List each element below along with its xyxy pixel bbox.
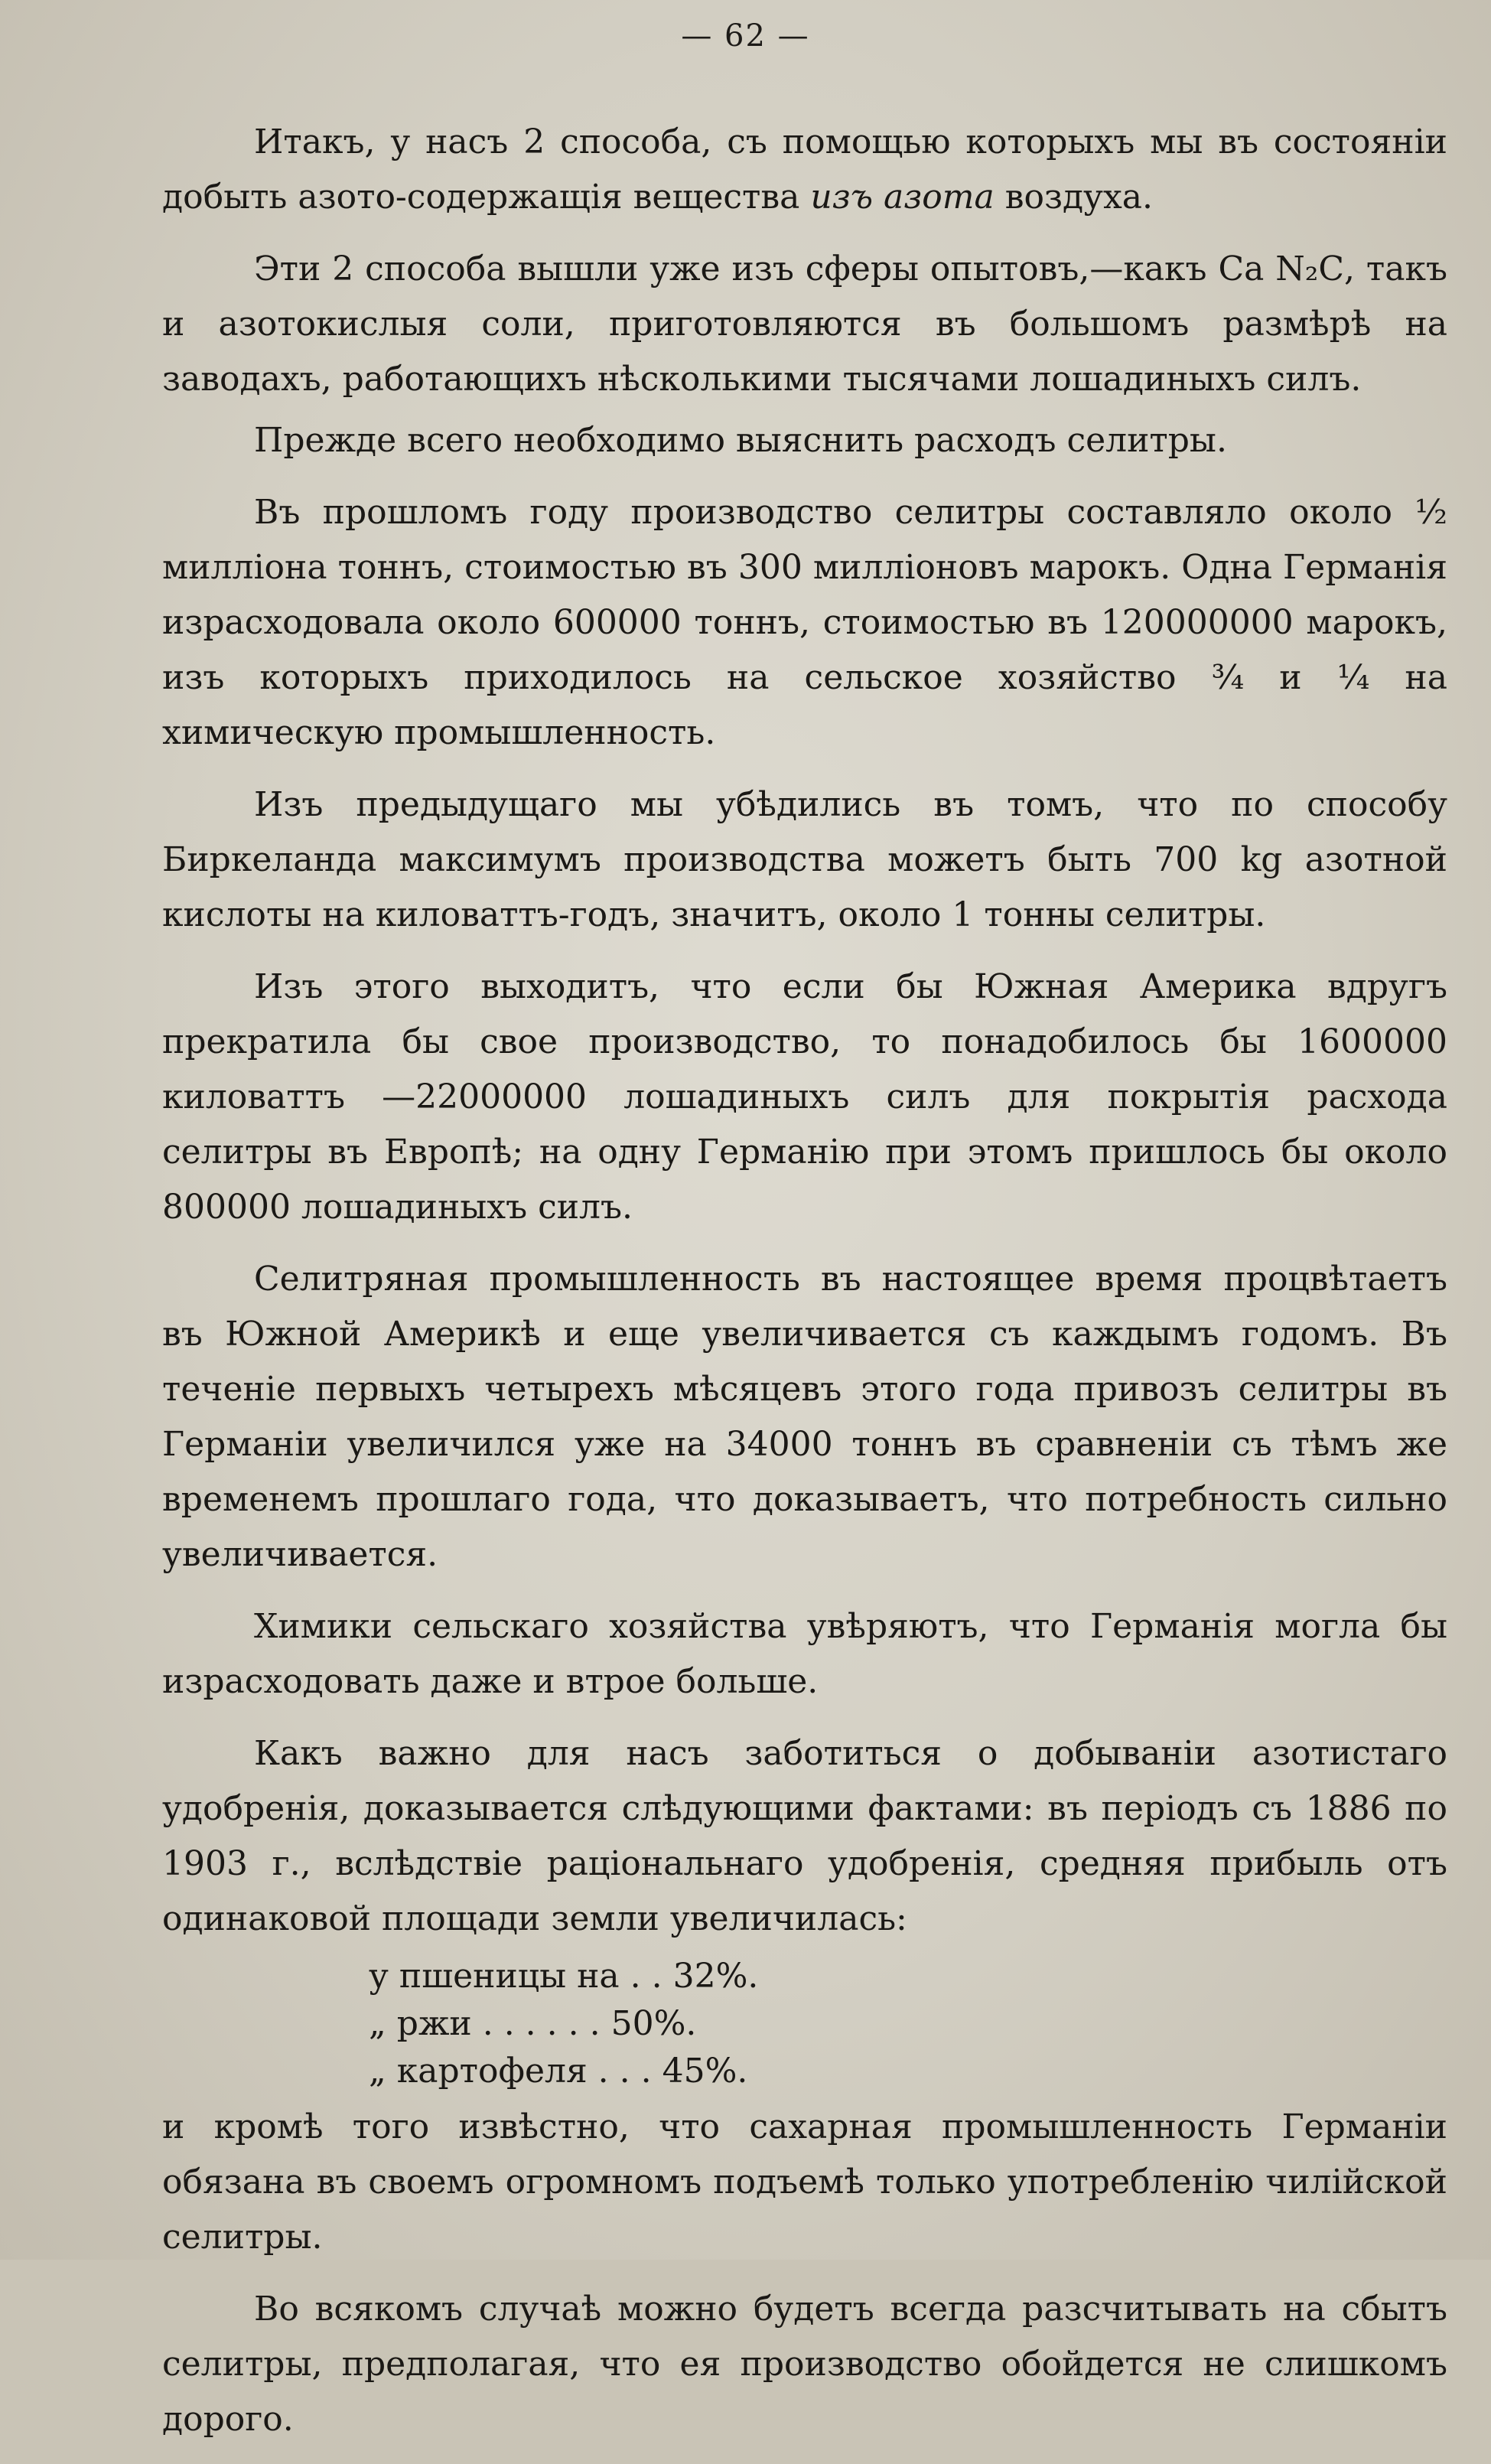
page-number: — 62 — bbox=[681, 18, 810, 54]
crop-value: 32%. bbox=[672, 1957, 759, 1996]
crop-value: 50%. bbox=[610, 2004, 697, 2043]
list-item bbox=[369, 2048, 1447, 2095]
crop-label: „ ржи . . . . . . bbox=[369, 2004, 611, 2043]
emphasized-text: изъ азота bbox=[810, 178, 995, 217]
paragraph-methods-in-production: Эти 2 способа вышли уже изъ сферы опытовъ,—какъ Са N₂С, такъ и азотокислыя соли, приготовляются въ большомъ размѣрѣ на заводахъ, работающихъ нѣсколькими тысячами лошадиныхъ силъ. bbox=[162, 249, 1447, 399]
paragraph-last-year-production: Въ прошломъ году производство селитры составляло около ½ миллiона тоннъ, стоимостью въ 300 миллiоновъ марокъ. Одна Германiя израсходовала около 600000 тоннъ, стоимостью въ 120000000 марокъ, изъ которыхъ приходилось на сельское хозяйство ¾ и ¼ на химическую промышленность. bbox=[162, 493, 1447, 752]
paragraph-text: воздуха. bbox=[994, 178, 1153, 217]
paragraph-saltpeter-industry: Селитряная промышленность въ настоящее время процвѣтаетъ въ Южной Америкѣ и еще увеличивается съ каждымъ годомъ. Въ теченiе первыхъ четырехъ мѣсяцевъ этого года привозъ селитры въ Германiи увеличился уже на 34000 тоннъ въ сравненiи съ тѣмъ же временемъ прошлаго года, что доказываетъ, что потребность сильно увеличивается. bbox=[162, 1260, 1447, 1574]
paragraph-sugar-industry: и кромѣ того извѣстно, что сахарная промышленность Германiи обязана въ своемъ огромномъ подъемѣ только употребленiю чилiйской селитры. bbox=[162, 2107, 1447, 2257]
paragraph-fertilizer-facts: Какъ важно для насъ заботиться о добыванiи азотистаго удобренiя, доказывается слѣдующими фактами: въ перiодъ съ 1886 по 1903 г., вслѣдствiе рацiональнаго удобренiя, средняя прибыль отъ одинаковой площади земли увеличилась: bbox=[162, 1734, 1447, 1938]
paragraph-birkeland-method: Изъ предыдущаго мы убѣдились въ томъ, что по способу Биркеланда максимумъ производства можетъ быть 700 kg азотной кислоты на киловаттъ-годъ, значитъ, около 1 тонны селитры. bbox=[162, 785, 1447, 934]
crop-label: у пшеницы на . . bbox=[369, 1957, 673, 1996]
list-item bbox=[369, 2000, 1447, 2048]
paragraph-two-methods bbox=[162, 115, 1447, 225]
list-item bbox=[369, 1953, 1447, 2000]
paragraph-agricultural-chemists: Химики сельскаго хозяйства увѣряютъ, что Германiя могла бы израсходовать даже и втрое больше. bbox=[162, 1607, 1447, 1701]
crop-value: 45%. bbox=[662, 2052, 748, 2091]
paragraph-conclusion: Во всякомъ случаѣ можно будетъ всегда разсчитывать на сбытъ селитры, предполагая, что ея производство обойдется не слишкомъ дорого. bbox=[162, 2290, 1447, 2439]
page-body bbox=[162, 115, 1447, 2464]
yield-increase-list bbox=[369, 1953, 1447, 2095]
paragraph-text: Итакъ, у насъ 2 способа, съ помощью которыхъ мы въ состоянiи добыть азото-содержащiя вещества bbox=[162, 122, 1447, 217]
paragraph-south-america: Изъ этого выходитъ, что если бы Южная Америка вдругъ прекратила бы свое производство, то понадобилось бы 1600000 киловаттъ —22000000 лошадиныхъ силъ для покрытiя расхода селитры въ Европѣ; на одну Германiю при этомъ пришлось бы около 800000 лошадиныхъ силъ. bbox=[162, 967, 1447, 1227]
crop-label: „ картофеля . . . bbox=[369, 2052, 662, 2091]
paragraph-saltpeter-consumption: Прежде всего необходимо выяснить расходъ селитры. bbox=[254, 421, 1227, 460]
